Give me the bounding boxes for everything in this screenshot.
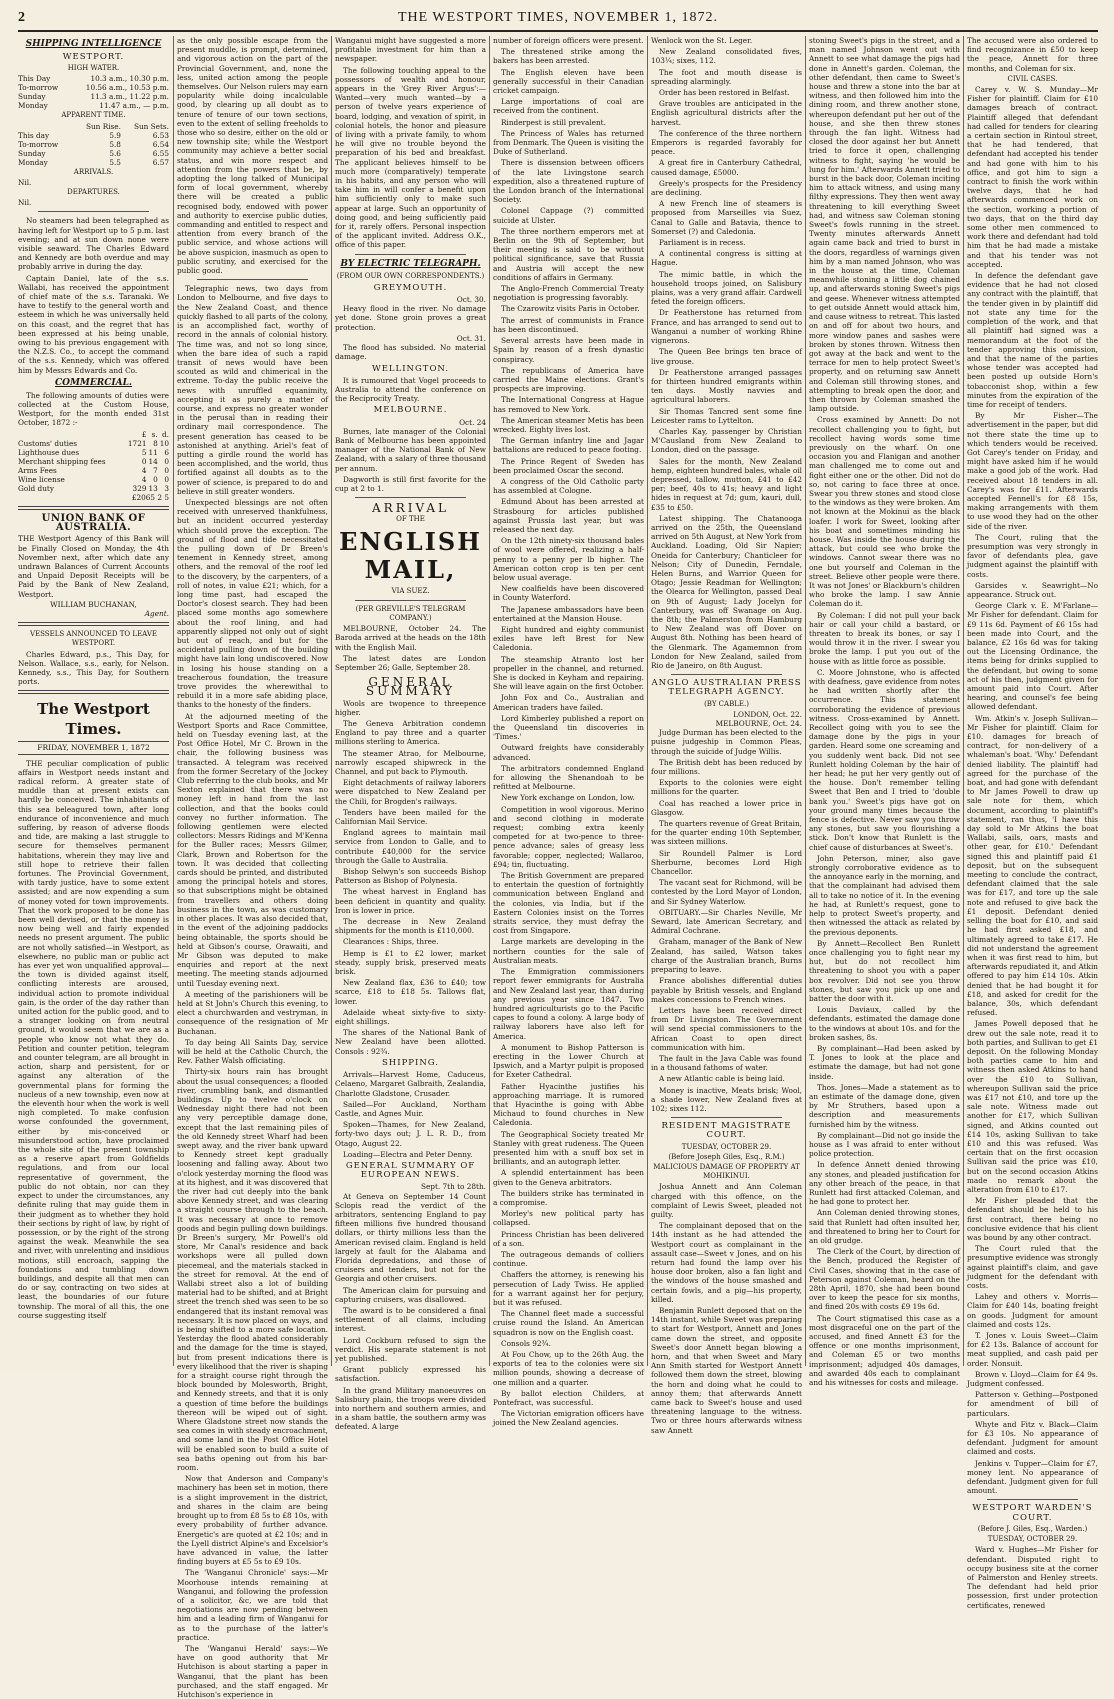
column-4 xyxy=(493,36,644,1428)
duty-shillings: 8 xyxy=(153,438,158,448)
wardens-case: Ward v. Hughes—Mr Fisher for defendant. Disputed right to occupy business site at the corner of Palmerston and Henley streets. The defendant had held prior possession, first under protection certificates, renewed xyxy=(967,1545,1098,1610)
duties-col-header: s. xyxy=(151,429,158,439)
sun-set: 6.57 xyxy=(152,157,169,167)
court-paragraph: By complainant—Did not go inside the house as I was afraid to enter without police protection. xyxy=(809,1130,960,1159)
european-paragraph: number of foreign officers were present. xyxy=(493,36,644,45)
european-paragraph: By ballot election Childers, at Pontefract, was successful. xyxy=(493,1388,644,1408)
european-paragraph: Chaffers the attorney, is renewing his persecution of Lady Twiss. He applied for a warrant against her for perjury, but it was refused. xyxy=(493,1270,644,1307)
civil-case: Wm. Atkin's v. Joseph Sullivan—Mr Fisher for plaintiff. Claim for £10. damages for breach of contract, for non-delivery of a whaleman's boat. 'Why.' Defendant denied liability. The plaintiff had agreed for the purchase of the boat, and had gone with defendant to Mr James Powell to draw up sale note for them, which document, according to plaintiff's statement, ran thus, 'I have this day sold to Mr Atkins the boat Wallabi, sails, oars, masts and other gear, for £10.' Defendant signed this and plaintiff paid £1 deposit, but on the subsequent meeting to conclude the contract, defendant claimed that the sale was for £17, and tore up the sale note and refused to give back the £1 deposit. Defendant denied selling the boat for £10, and said he had first asked £18, and ultimately agreed to take £17. He did not understand the agreement when it was first read to him, but afterwards repudiated it, and Atkin offered to pay him £14 10s. Atkin denied that he had bought it for £18, and asked for credit for the balance, 30s, which defendant refused. xyxy=(967,713,1098,1018)
news-paragraph: A meeting of the parishioners will be held at St John's Church this evening, to elect a churchwarden and vestryman, in consequence of the resignation of Mr Buchanan. xyxy=(177,989,328,1036)
summary-paragraph: Bishop Selwyn's son succeeds Bishop Patterson as Bishop of Polynesia. xyxy=(335,867,486,886)
duty-pounds: 1721 xyxy=(127,438,147,448)
civil-case: Carey v. W. S. Munday—Mr Fisher for plaintiff. Claim for £10 damages breach of contract. Plaintiff alleged that defendant had called for tenders for clearing a certain section in Rintoul street, that he had tendered, that defendant had accepted his tender and had gone with him to his office, and got him to sign a contract to finish the work within twelve days, that he had afterwards commenced work on the section, working a portion of two days, that on the third day some other men commenced to work there and defendant had told him that he had made a mistake and that his tender was not accepted. xyxy=(967,85,1098,269)
divider xyxy=(197,279,308,280)
telegram-paragraph: Dagworth is still first favorite for the cup at 2 to 1. xyxy=(335,474,486,493)
divider xyxy=(18,690,169,694)
cable-paragraph: The quarters revenue of Great Britain, for the quarter ending 10th September, was sixteen millions. xyxy=(651,819,802,847)
tide-table xyxy=(18,74,169,110)
divider xyxy=(987,1499,1078,1500)
tide-day: This Day xyxy=(18,74,51,84)
european-paragraph: The mimic battle, in which the household troops joined, on Salisbury plains, was a very grand affair. Cardwell feted the foreign officers. xyxy=(651,269,802,307)
summary-paragraph: The wheat harvest in England has been deficient in quantity and quality. Iron is lower in price. xyxy=(335,887,486,915)
european-paragraph: The Princess of Wales has returned from Denmark. The Queen is visiting the Duke of Sutherland. xyxy=(493,128,644,157)
court-date: TUESDAY, OCTOBER 29. xyxy=(681,1142,772,1151)
european-paragraph: The American claim for pursuing and capturing cruisers, was disallowed. xyxy=(335,1285,486,1304)
tide-day: To-morrow xyxy=(18,83,59,93)
news-paragraph: At the adjourned meeting of the Westport Sports and Race Committee, held on Tuesday evening last, at the Post Office Hotel, Mr C. Brown in the chair, the following business was transacted. A telegram was received from the former Secretary of the Jockey Club referring to the club books, and Mr Sexton explained that there was no money left in hand from the last collection, and that the books could convey no further information. The following gentlemen were elected collectors: Messrs Ridings and M'Kenna for the Buller races; Messrs Gilmer, Clark, Brown and Robertson for the town. It was decided that collecting cards should be printed, and distributed among the principal hotels and stores, so that subscriptions might be obtained from travellers and others doing business in the town, as was customary in other places. It was also decided that, in the event of the adjoining paddocks being obtainable, the sports should be held at Gibson's course, Orawaiti, and Mr Gibson was deputed to make enquiries and report at the next meeting. The meeting stands adjourned until Tuesday evening next. xyxy=(177,711,328,988)
summary-paragraph: The decrease in New Zealand shipments for the month is £110,000. xyxy=(335,917,486,936)
civil-case: Patterson v. Gething—Postponed for amendment of bill of particulars. xyxy=(967,1390,1098,1418)
duty-pounds: 0 xyxy=(141,456,147,466)
european-paragraph: At Fou Chow, up to the 26th Aug. the exports of tea to the colonies were six million pounds, showing a decrease of one million and a quarter. xyxy=(493,1350,644,1387)
court-paragraph: C. Moore Johnstone, who is affected with deafness, gave evidence from notes he had written shortly after the occurrence. This statement corroborating the evidence of previous witness. Cross-examined by Annett. Recollect going with you to see the damage done by the pigs in your garden. Heard some one screaming and you suddenly went back. Did not see Runlett holding Coleman by the hair of her head; he put her very gently out of the house. Don't remember telling Sweet that Ben and I tried to 'double bank you.' Sweet's pigs have got on your ground many times because the fence is defective. Never saw you throw any stones, but saw you flourishing a stick. Don't know that Runlett is the chief cause of disturbances at Sweet's. xyxy=(809,667,960,852)
news-paragraph: Now that Anderson and Company's machinery has been set in motion, there is a slight improvement in the district, and shares in the claim are being brought up to from £8 5s to £8 10s, with every probability of further advance. Energetic's are quoted at £2 10s; and in the Lyell district Alpine's and Excelsior's have advanced in value, the latter finding buyers at £5 5s to £9 10s. xyxy=(177,1474,328,1567)
european-paragraph: Order has been restored in Belfast. xyxy=(659,88,790,98)
european-paragraph: Outward freights have considerably advanced. xyxy=(493,743,644,762)
european-paragraph: The steamship Atranto lost her propeller in the channel, and returned. She is docked in Keyham and repairing. She will leave again on the first October. xyxy=(493,654,644,692)
shipping-heading: SHIPPING INTELLIGENCE xyxy=(25,39,162,49)
telegram-paragraph: The flood has subsided. No material damage. xyxy=(335,343,486,362)
civil-cases-heading: CIVIL CASES. xyxy=(1007,74,1058,83)
column-rule xyxy=(489,36,490,1366)
column-6 xyxy=(809,36,960,1388)
anglo-australian-heading: ANGLO AUSTRALIAN PRESS TELEGRAPH AGENCY. xyxy=(651,678,802,698)
bank-signature-title: Agent. xyxy=(144,608,169,618)
european-paragraph: Dr Featherstone arranged passages for thirteen hundred emigrants within ten days. Mostly navvies and agricultural laborers. xyxy=(651,367,802,405)
summary-paragraph: Eight detachments of railway laborers were dispatched to New Zealand per the Chili, for Brogden's railways. xyxy=(335,778,486,806)
column-7 xyxy=(967,36,1098,1610)
european-paragraph: A congress of the Old Catholic party has assembled at Cologne. xyxy=(493,476,644,496)
court-paragraph: John Peterson, miner, also gave strongly corroborative evidence as to the annoyance early in the morning, and that the complainant had advised them all to take no notice of it. In the evening he had, at Runlett's request, gone to help to protect Sweet's property, and then witnessed the attack as related by the previous deponents. xyxy=(809,853,960,937)
european-paragraph: New York exchange on London, low. xyxy=(501,793,635,803)
civil-case: By Mr Fisher—The advertisement in the paper, but did not there state the time up to which tenders would be received. Got Carey's tender on Friday, and might have asked him if he would make a good job of the work. Had received about 18 tenders in all. Carey's was for £11. Afterwards accepted Fennell's for £8 15s, making arrangements with them to use wood they had on the other side of the river. xyxy=(967,411,1098,531)
european-paragraph: The Emmigration commissioners report fewer emmigrants for Australia and New Zealand last year, than during any previous year since 1847. Two hundred agriculturists go to the Pacific capes to found a colony. A large body of railway laborers have also left for America. xyxy=(493,967,644,1041)
vessels-heading: VESSELS ANNOUNCED TO LEAVE WESTPORT. xyxy=(29,630,158,648)
shipping-news: Sailed—For Auckland, Northam Castle, and Agnes Muir. xyxy=(335,1099,486,1118)
shipping-news: Loading—Electra and Peter Denny. xyxy=(343,1149,473,1159)
european-paragraph: The builders strike has terminated in a compromise. xyxy=(493,1188,644,1207)
european-paragraph: The British Government are prepared to entertain the question of fortnightly communication between England and the colonies, via India, but if the Eastern Colonies insist on the Torres straits service, they must defray the cost from Singapore. xyxy=(493,871,644,936)
tide-time: 11.47 a.m., — p.m. xyxy=(99,101,169,111)
european-paragraph: The German infantry line and Jagar battalions are reduced to peace footing. xyxy=(493,436,644,455)
arrivals-heading: ARRIVALS. xyxy=(73,167,114,176)
european-paragraph: Parliament is in recess. xyxy=(659,238,746,248)
civil-case: George Clark v. E. M'Farlane—Mr Fisher for defendant. Claim for £9 11s 6d. Payment of £6 15s had been made into Court, and the balance, £2 16s 6d was for taking out the Licensing Ordinance, the items being for drinks supplied to the defendant, but owing to some act of his then, judgment given for amount paid into Court. After hearing, and counsel's fee being allowed defendant. xyxy=(967,601,1098,712)
shipping-news: Arrivals—Harvest Home, Caduceus, Celaeno, Margaret Galbraith, Zealandia, Charlotte Gladstone, Crusader. xyxy=(335,1070,486,1098)
european-paragraph: A new French line of steamers is proposed from Marseilles via Suez, Canal to Galle and Batavia, thence to Somerset (?) and Caledonia. xyxy=(651,199,802,236)
column-rule xyxy=(963,36,964,1366)
european-paragraph: The arbitrators condemned England for allowing the Shenandoah to be refitted at Melbourne. xyxy=(493,763,644,792)
court-paragraph: Cross examined by Annett: Do not recollect challenging you to fight, but recollect having words some time previously on the wharf. On one occasion you and Flanigan and another man challenged me to come out and fight either one or the other. Did not do so, not caring to face three at once. Swear you threw stones and stood close to the windows as they were broken. Am not known at the Mokinui as the black loafer. I work for Sweet, looking after his boat and sometimes minding his house. Was inside the house during the attack, but could see who broke the windows. Cannot swear there was no one but yourself and Coleman in the street. Believe other people were there. It was not Jones' or Blackburn's children who broke the lamp. I saw Annie Coleman do it. xyxy=(809,415,960,609)
resident-magistrate-heading: RESIDENT MAGISTRATE COURT. xyxy=(661,1121,792,1141)
duty-pounds: 5 xyxy=(141,447,147,457)
european-paragraph: Wenlock won the St. Leger. xyxy=(651,36,753,45)
tide-time: 10.56 a.m., 10.53 p.m. xyxy=(85,83,169,93)
dateline-melbourne: MELBOURNE. xyxy=(373,405,448,416)
masthead-title: THE WESTPORT TIMES, NOVEMBER 1, 1872. xyxy=(397,10,719,25)
european-paragraph: On the 12th ninety-six thousand bales of wool were offered, realizing a half-penny to a penny per lb higher. The American cotton crop is ten per cent below usual average. xyxy=(493,536,644,582)
european-paragraph: The Prince Regent of Sweden has been proclaimed Oscar the second. xyxy=(493,456,644,475)
duty-pence: 0 xyxy=(164,465,169,475)
court-paragraph: Thos. Jones—Made a statement as to an estimate of the damage done, given by Mr Struthers, based upon a description and measurements furnished him by the witness. xyxy=(809,1082,960,1129)
dateline-london: LONDON, Oct. 22. xyxy=(733,709,802,719)
duty-label: Gold duty xyxy=(18,483,54,493)
court-paragraph: Joshua Annett and Ann Coleman charged with this offence, on the complaint of Lewis Sweet, pleaded not guilty. xyxy=(651,1182,802,1219)
cable-paragraph: Exports to the colonies were eight millions for the quarter. xyxy=(651,778,802,797)
duties-total: £2065 2 5 xyxy=(131,492,169,502)
civil-case: Brown v. Lloyd—Claim for £4 9s. Judgment confessed. xyxy=(967,1369,1098,1389)
bank-heading: UNION BANK OF AUSTRALIA. xyxy=(41,512,146,534)
european-paragraph: Rinderpest is still prevalent. xyxy=(501,117,606,127)
divider xyxy=(38,211,149,212)
duties-table xyxy=(18,430,169,493)
summary-paragraph: Clearances : Ships, three. xyxy=(343,937,439,947)
sun-day: This day xyxy=(18,130,50,140)
cable-paragraph: Sir Roundell Palmer is Lord Sherburne, becomes Lord High Chancellor. xyxy=(651,848,802,877)
sun-table xyxy=(18,122,169,167)
cable-paragraph: The vacant seat for Richmond, will be contested by the Lord Mayor of London, and Sir Sydney Waterlow. xyxy=(651,878,802,906)
bank-advertisement xyxy=(18,534,169,618)
european-paragraph: The English eleven have been generally successful in their Canadian cricket campaign. xyxy=(493,67,644,96)
duty-pence: 0 xyxy=(164,456,169,466)
sun-rise: 5.6 xyxy=(109,148,121,158)
duty-label: Customs' duties xyxy=(18,438,78,448)
court-paragraph: In defence Annett denied throwing any stones, and pleaded justification for any other breach of the peace, in that Runlett had first attacked Coleman, and he had gone to protect her. xyxy=(809,1160,960,1207)
civil-case: Garsides v. Seawright—No appearance. Struck out. xyxy=(967,580,1098,599)
european-paragraph: The Queen Bee brings ten brace of live grouse. xyxy=(651,347,802,366)
european-paragraph: The conference of the three northern Emperors is regarded favorably for peace. xyxy=(651,128,802,157)
news-paragraph: Wanganui might have suggested a more profitable investment for him than a newspaper. xyxy=(335,36,486,64)
court-paragraph: Ann Coleman denied throwing stones, said that Runlett had often insulted her, and threatened to bring her to Court for an old grudge. xyxy=(809,1208,960,1245)
duty-pence: 3 xyxy=(164,483,169,493)
divider xyxy=(671,1117,782,1118)
summary-paragraph: Hemp is £1 to £2 lower, market steady, supply brisk, preserved meats brisk. xyxy=(335,948,486,977)
summary-paragraph: The Geneva Arbitration condemn England to pay three and a quarter millions sterling to America. xyxy=(335,718,486,747)
civil-case: Lahey and others v. Morris—Claim for £40 14s, boating freight on goods. Judgment for amount claimed and costs 12s. xyxy=(967,1292,1098,1329)
european-paragraph: A continental congress is sitting at Hague. xyxy=(651,249,802,268)
mail-paragraph: MELBOURNE, October 24. The Baroda arrived at the heads on the 18th with the English Mail. xyxy=(335,624,486,652)
civil-case: Jenkins v. Tupper—Claim for £7, money lent. No appearance of defendant. Judgment given for full amount. xyxy=(967,1458,1098,1496)
sun-col-header: Sun Rise. xyxy=(85,121,121,131)
dateline-date: Oct. 24 xyxy=(459,417,486,427)
tide-time: 10.3 a.m., 10.30 p.m. xyxy=(90,74,169,84)
court-paragraph: The complainant deposed that on the 14th instant as he had attended the Westport court as complainant in the assault case—Sweet v Jones, and on his return had found the lamp over his house door broken, also a fan light and the windows of the house smashed and certain fowls, and a pig—his property, killed. xyxy=(651,1221,802,1304)
european-paragraph: The arrest of communists in France has been discontinued. xyxy=(493,315,644,334)
dateline-greymouth: GREYMOUTH. xyxy=(373,282,448,293)
shipping-paragraph: No steamers had been telegraphed as having left for Westport up to 5 p.m. last evening; and at sun down none were visible seaward. The Charles Edward and Kennedy are both overdue and may probably arrive in during the day. xyxy=(18,216,169,272)
european-paragraph: Dr Featherstone has returned from France, and has arranged to send out to Wanganui a number of working Rhine vignerons. xyxy=(651,308,802,346)
european-paragraph: John Fox and Co., Australian and American traders have failed. xyxy=(493,693,644,712)
european-paragraph: Several arrests have been made in Spain by reason of a fresh dynastic conspiracy. xyxy=(493,336,644,364)
duty-shillings: 7 xyxy=(153,465,158,475)
cable-paragraph: Coal has reached a lower price in Glasgow. xyxy=(651,798,802,817)
by-cable-subheading: (BY CABLE.) xyxy=(704,699,749,708)
cable-paragraph: A new Atlantic cable is being laid. xyxy=(659,1074,785,1084)
commercial-heading: COMMERCIAL. xyxy=(54,377,133,388)
cable-paragraph: Money is inactive, Meats brisk; Wool, a shade lower, New Zealand fives at 102; sixes 112. xyxy=(651,1085,802,1113)
tide-time: 11.3 a.m., 11.22 p.m. xyxy=(90,92,169,102)
european-paragraph: Sir Thomas Tancred sent some fine Leicester rams to Lyttelton. xyxy=(651,406,802,425)
divider xyxy=(355,600,466,601)
european-paragraph: The foot and mouth disease is spreading alarmingly. xyxy=(651,67,802,86)
bank-signature: WILLIAM BUCHANAN, xyxy=(50,599,137,609)
sun-rise: 5.8 xyxy=(109,139,121,149)
general-summary-heading: GENERAL SUMMARY xyxy=(365,675,456,699)
departures-nil: Nil. xyxy=(18,198,32,208)
paper-title: The Westport Times. xyxy=(37,700,150,739)
european-paragraph: A splendid entertainment has been given to the Geneva arbitrators. xyxy=(493,1168,644,1187)
duty-pence: 0 xyxy=(164,474,169,484)
civil-case: James Powell deposed that he drew out the sale note, read it to both parties, and Sullivan to get £1 deposit. On the following Monday both parties came to him and witness then asked Atkins to hand over the £10 to Sullivan, whereupon Sullivan said the price was £17 not £10, and tore up the sale note. Witness made out another for £17, which Sullivan signed, and Atkins counted out £14 10s, asking Sullivan to take £10 and this was refused. Was certain that on the first occasion Sullivan said the price was £10, but on the second occasion Atkins made no remark about the alteration from £10 to £17. xyxy=(967,1019,1098,1194)
port-heading: WESTPORT. xyxy=(62,52,125,62)
duty-pounds: 4 xyxy=(141,474,147,484)
european-paragraph: The International Congress at Hague has removed to New York. xyxy=(493,395,644,414)
european-news-heading: GENERAL SUMMARY OF EUROPEAN NEWS. xyxy=(345,1160,476,1181)
european-paragraph: Morley's new political party has collapsed. xyxy=(493,1209,644,1228)
european-paragraph: The Czarowitz visits Paris in October. xyxy=(501,304,640,314)
bank-text: THE Westport Agency of this Bank will be Finally Closed on Monday, the 4th November next, after which date any undrawn Balances of Current Accounts and Unpaid Deposit Receipts will be Paid by the Bank of New Zealand, Westport. xyxy=(18,534,169,599)
editorial-paragraph: as the only possible escape from the present muddle, is prompt, determined, and vigorous action on the part of the Provincial Government, and, none the less, united action among the people themselves. Our Nelson rulers may earn popularity while doing incalculable good, by clearing up all doubt as to tenure of tenure of our town sections, even to the extent of selling freeholds to those who so desire, either on the old or new township site; while the Westport community may achieve a better social status, and win more respect and attention from the powers that be, by adopting the long talked of Municipal form of local government, whereby there will be created a public recognised body, endowed with power and authority to exercise public duties, commanding and entitled to respect and attention from every branch of the public service, and whose actions will be above suspicion, inasmuch as open to public scrutiny, and exercised for the public good. xyxy=(177,36,328,276)
sun-day: Monday xyxy=(18,157,48,167)
european-paragraph: Father Hyacinthe justifies his approaching marriage. It is rumored that Hyacinthe is going with Abbe Michaud to found churches in New Caledonia. xyxy=(493,1081,644,1128)
european-paragraph: Greely's prospects for the Presidency are declining. xyxy=(651,178,802,198)
duty-label: Arms Fees xyxy=(18,465,57,475)
column-rule xyxy=(647,36,648,1366)
court-paragraph: The Court stigmatised this case as a most disgraceful one on the part of the accused, and fined Annett £3 for the offence or one months imprisonment, and Coleman £5 or two months imprisonment; adjudged 40s damages, and awarded 40s each to complainant and his witnesses for costs and mileage. xyxy=(809,1313,960,1388)
summary-paragraph: New Zealand flax, £36 to £40; tow scarce, £18 to £18 5s. Tallows flat, lower. xyxy=(335,978,486,1006)
telegram-paragraph: Heavy flood in the river. No damage yet done. Stone groin proves a great protection. xyxy=(335,304,486,332)
masthead xyxy=(18,8,1098,32)
european-paragraph: There is dissension between officers of the late Livingstone search expedition, also a threatened rupture of the London branch of the International Society. xyxy=(493,158,644,205)
european-paragraph: Competition in wool vigorous. Merino and second clothing in moderate request; combing extra keenly competed for at two-pence to three-pence advance; sales of greasy less favorable; copper, neglected; Wallaroo, £94; tin, fluctuating. xyxy=(493,804,644,869)
divider xyxy=(18,506,169,510)
case-heading: MALICIOUS DAMAGE OF PROPERTY AT MOHIKINUI. xyxy=(653,1162,800,1181)
column-3 xyxy=(335,36,486,1432)
column-1 xyxy=(18,36,169,1366)
cable-paragraph: Letters have been received direct from Dr Livingston. The Government will send special commissioners to the African Coast to open direct communication with him. xyxy=(651,1005,802,1052)
duty-pence: 10 xyxy=(159,438,169,448)
mail-paragraph: The latest dates are London September 26; Galle, September 28. xyxy=(335,653,486,672)
sun-set: 6.54 xyxy=(152,139,169,149)
sun-day: Sunday xyxy=(18,148,46,158)
dateline-date: Oct. 30. xyxy=(456,295,486,305)
european-paragraph: Lord Cockburn refused to sign the verdict. His separate statement is not yet published. xyxy=(335,1335,486,1363)
cable-paragraph: OBITUARY.—Sir Charles Neville, Mr Seward, late American Secretary, and Admiral Cochrane. xyxy=(651,907,802,936)
column-rule xyxy=(173,36,174,1366)
european-paragraph: New coalfields have been discovered in County Waterford. xyxy=(493,584,644,603)
cable-paragraph: France abolishes differential duties payable by British vessels, and England makes concessions to French wines. xyxy=(651,976,802,1004)
european-paragraph: Lord Kimberley published a report on the Queensland tin discoveries in 'Times.' xyxy=(493,713,644,742)
commercial-paragraph: The following amounts of duties were collected at the Custom House, Westport, for the month ended 31st October, 1872 :- xyxy=(18,390,169,428)
greville-subheading: (PER GREVILLE'S TELEGRAM COMPANY.) xyxy=(355,604,466,622)
european-paragraph: At Geneva on September 14 Count Sclopis read the verdict of the arbitrators, sentencing England to pay fifteen millions five hundred thousand dollars, or thirty millions less than the American revised claim. England is held largely at fault for the Alabama and Florida depredations, and those of cruisers and tenders, but not for the Georgia and other cruisers. xyxy=(335,1191,486,1284)
summary-paragraph: The steamer Atrao, for Melbourne, narrowly escaped shipwreck in the Channel, and put back to Plymouth. xyxy=(335,748,486,776)
news-paragraph: The 'Wanganui Herald' says:—We have on good authority that Mr Hutchison is about starting a paper in Wanganui, that the plant has been purchased, and the staff engaged. Mr Hutchison's experience in xyxy=(177,1643,328,1699)
shipping-subheading: SHIPPING. xyxy=(381,1057,440,1068)
column-rule xyxy=(805,36,806,1366)
sun-rise: 5.5 xyxy=(109,157,121,167)
tide-day: Sunday xyxy=(18,92,46,102)
european-paragraph: Latest shipping. The Chatanooga arrived on the 25th, the Queensland arrived on 5th August, at New York from Auckland. Loading, Old Sir Napier; Oneida for Canterbury; Chanticleer for Nelson; City of Dunedin, Ferndale, Helen Burns, and Warrior Queen for Otago; Jessie Readman for Wellington; the Olearca for Wellington, passed Deal on 9th of August; Lady Jocelyn for Canterbury, was off Swanage on Aug. the 8th; the Palmerston from Hamburg to New Zealand was off Dover on August 8th. Nothing has been heard of the Glenmark. The Agamemnon from London for New Zealand, sailed from Rio de Janeiro, on 8th August. xyxy=(651,513,802,670)
european-paragraph: Charles Kay, passenger by Christian M'Causland from New Zealand to London, died on the passage. xyxy=(651,426,802,455)
court-paragraph: stoning Sweet's pigs in the street, and a man named Johnson went out with Annett to see what damage the pigs had done in Annett's garden. Coleman, the other defendant, then came to Sweet's house and threw a stone into the bar at witness, and then followed him into the dining room, and threw another stone, whereupon defendant put her out of the house, and she then threw stones through the fan light. Witness had closed the door against her but Annett tried to force it open, challenging witness to fight, saying 'he would be lung for him.' Afterwards Annett tried to burst in the back door, Coleman inciting him to attack witness, and using many filthy expressions. They then went away threatening to kill everything Sweet had, and witness saw Coleman stoning Sweet's fowls running in the street. Twenty minutes afterwards Annett again came back and tried to burst in the doors, regardless of warnings given him by a man named Johnson, who was in the house at the time, Coleman meanwhile stoning a little dog chained up, and afterwards stoning Sweet's pigs and geese. Whenever witness attempted to get outside Annett would attack him, and cause witness to retreat. This lasted on and off for about two hours, and more window panes and sashes were broken by stones thrown. Witness then got away at the back and went to the terrace for men to help protect Sweet's property, and on returning saw Annett and Coleman still throwing stones, and attempting to break open the door, and then thrown by Coleman smashed the lamp outside. xyxy=(809,36,960,414)
shipping-news: Spoken—Thames, for New Zealand, forty-two days out; J. L. R. D., from Otago, August 22. xyxy=(335,1120,486,1148)
european-paragraph: The American steamer Metis has been wrecked. Eighty lives lost. xyxy=(493,415,644,434)
european-paragraph: New Zealand consolidated fives, 103¼; sixes, 112. xyxy=(651,47,802,66)
european-paragraph: Large importations of coal are received from the continent. xyxy=(493,97,644,116)
civil-case: The Court, ruling that the presumption was very strongly in favor of defendants plea, gave judgment against the plaintiff with costs. xyxy=(967,532,1098,579)
wardens-court-date: TUESDAY, OCTOBER 29. xyxy=(987,1535,1078,1544)
european-paragraph: The republicans of America have carried the Maine elections. Grant's prospects are improving. xyxy=(493,365,644,394)
divider xyxy=(18,622,169,626)
european-paragraph: The Anglo-French Commercial Treaty negotiation is progressing favorably. xyxy=(493,284,644,303)
vessels-list: Charles Edward, p.s., This Day, for Nelson. Wallace, s.s., early, for Nelson. Kennedy, s.s., This Day, for Southern ports. xyxy=(18,649,169,687)
summary-paragraph: The shares of the National Bank of New Zealand have been allotted. Consols : 92¾. xyxy=(335,1028,486,1056)
sun-rise: 5.9 xyxy=(109,130,121,140)
summary-paragraph: Wools are twopence to threepence higher. xyxy=(335,698,486,717)
european-paragraph: The Japanese ambassadors have been entertained at the Mansion House. xyxy=(493,604,644,623)
divider xyxy=(671,674,782,675)
page-number: 2 xyxy=(18,10,25,25)
european-paragraph: The threatened strike among the bakers has been arrested. xyxy=(493,47,644,66)
wardens-court-heading: WESTPORT WARDEN'S COURT. xyxy=(972,1503,1093,1523)
paper-date: FRIDAY, NOVEMBER 1, 1872 xyxy=(18,741,169,754)
european-paragraph: The outrageous demands of colliers continue. xyxy=(493,1249,644,1269)
duty-shillings: 0 xyxy=(153,474,158,484)
sun-col-header: Sun Sets. xyxy=(133,121,169,131)
duties-col-header: £ xyxy=(141,429,147,439)
duty-pounds: 4 xyxy=(141,465,147,475)
column-5 xyxy=(651,36,802,1435)
court-paragraph: Benjamin Runlett deposed that on the 14th instant, while Sweet was preparing to start for Westport, Annett and Jones came down the street, and opposite Sweet's door Annett began blowing a horn, and that when Sweet and Mary Ann Smith started for Westport Annett followed them down the street, blowing the horn and doing what he could to annoy them; that afterwards Annett came back to Sweet's house and used threatening language to the witness. Two or three hours afterwards witness saw Annett xyxy=(651,1306,802,1435)
of-the-heading: OF THE xyxy=(396,515,425,524)
european-paragraph: Edmund About has been arrested at Strasbourg for articles published against Prussia last year, but was released the next day. xyxy=(493,497,644,534)
court-paragraph: By Coleman: I did not pull your back hair or call your child a bastard, or threaten to break its bones, or say I would throw it in the river. I swear you broke the lamp. I put you out of the house with as little force as possible. xyxy=(809,610,960,666)
cable-paragraph: Judge Durman has been elected to the puisne judgeship in Common Pleas, through the suicide of Judge Willis. xyxy=(651,728,802,756)
european-paragraph: The Channel fleet made a successful cruise round the Island. An American squadron is now on the English coast. xyxy=(493,1309,644,1337)
telegraph-subheading: (FROM OUR OWN CORRESPONDENTS.) xyxy=(336,271,485,280)
summary-paragraph: Adelaide wheat sixty-five to sixty-eight shillings. xyxy=(335,1007,486,1027)
duty-pounds: 329 xyxy=(132,483,147,493)
civil-case: The Court ruled that the presumptive evidence was strongly against plaintiff's claim, and gave judgment for the defendant with costs. xyxy=(967,1244,1098,1291)
court-paragraph: The Clerk of the Court, by direction of the Bench, produced the Register of Civil Cases, showing that in the case of Peterson against Coleman, heard on the 28th April, 1870, she had been bound over to keep the peace for six months, and fined 20s with costs £9 19s 6d. xyxy=(809,1247,960,1312)
telegraph-heading: BY ELECTRIC TELEGRAPH. xyxy=(340,258,481,269)
european-news-dates: Sept. 7th to 28th. xyxy=(420,1182,486,1192)
duty-pence: 6 xyxy=(164,447,169,457)
news-paragraph: Telegraphic news, two days from London to Melbourne, and five days to the New Zealand Coast, and thence quickly flashed to all parts of the colony, is an accomplished fact, worthy of record in the annals of colonial history. The time was, and not so long since, when the bare idea of such a rapid transit of news would have been scouted as wild and chimerical in the extreme. To-day the public receive the news with unruffled equanimity, accepting it as purely a matter of course, and express no greater wonder in the perusal than in reading their ordinary mail correspondence. The present generation has ceased to be astonished at anything. Ariel's feat of putting a girdle round the world has been accomplished, and the world, thus fortified against all doubts as to the power of science, is prepared to do and believe in still greater wonders. xyxy=(177,284,328,496)
dateline-melbourne: MELBOURNE, Oct. 24. xyxy=(715,719,802,729)
sun-set: 6.55 xyxy=(152,148,169,158)
court-paragraph: The accused were also ordered to find recognizance in £50 to keep the peace, Annett for three months, and Coleman for six. xyxy=(967,36,1098,73)
european-paragraph: Sales for the month, New Zealand hemp, eighteen hundred bales, whale oil depressed, tallow, mutton, £41 to £42 per; beef, 40s to 41s; heavy and light hides in request at 7d; gum, kauri, dull, £35 to £50. xyxy=(651,456,802,512)
european-paragraph: A great fire in Canterbury Cathedral, caused damage, £5000. xyxy=(651,158,802,177)
arrival-heading: ARRIVAL xyxy=(372,501,449,516)
european-paragraph: Princess Christian has been delivered of a son. xyxy=(493,1229,644,1248)
duty-shillings: 14 xyxy=(148,456,158,466)
news-paragraph: Unexpected blessings are not often received with unreserved thankfulness, but an incident occurred yesterday which should prove the exception. The ground of flood and tide necessitated the pulling down of Dr Breen's tenement in Kennedy street, among others, and the removal of the roof led to the discovery, by the carpenters, of a roll of notes, in value £21; which, for a long time past, had escaped the Doctor's closest search. They had been placed some months ago somewhere about the roof lining, and had apparently slipped not only out of sight but out of reach, and but for the accidental pulling down of the building might have lain long undiscovered. Now in losing his house standing on a treacherous foundation, the treasure trove provides the wherewithal to rebuild it in a more safe abiding place, thanks to the honesty of the finders. xyxy=(177,497,328,710)
european-paragraph: Eight hundred and eighty communist exiles have left Brest for New Caledonia. xyxy=(493,624,644,653)
english-mail-heading: ENGLISH MAIL, xyxy=(339,526,482,584)
european-paragraph: Grant publicly expressed his satisfaction. xyxy=(335,1365,486,1384)
sun-day: To-morrow xyxy=(18,139,59,149)
european-paragraph: In the grand Military manoeuvres on Salisbury plain, the troops were divided into northern and southern armies, and in a sham battle, the southern army was defeated. A large xyxy=(335,1385,486,1432)
european-paragraph: The Victorian emigration officers have joined the New Zealand agencies. xyxy=(493,1409,644,1428)
duty-label: Wine license xyxy=(18,474,65,484)
civil-case: T. Jones v. Louis Sweet—Claim for £2 13s. Balance of account for meat supplied, and cash paid per order. Nonsuit. xyxy=(967,1331,1098,1368)
shipping-paragraph: Captain Daniel, late of the s.s. Wallabi, has received the appointment of chief mate of the s.s. Taranaki. We have to testify to the general worth and esteem in which he was universally held on this coast, and the regret that has been expressed at his being unable, owing to his previous engagement with the N.Z.S. Co., to accept the command of the s.s. Kennedy, which was offered him by Messrs Edwards and Co. xyxy=(18,273,169,375)
sun-set: 6.53 xyxy=(152,130,169,140)
dateline-date: Oct. 31. xyxy=(456,333,486,343)
telegram-paragraph: It is rumoured that Vogel proceeds to Australia to attend the conference on the Reciprocity Treaty. xyxy=(335,375,486,404)
apparent-time-heading: APPARENT TIME. xyxy=(61,111,126,120)
dateline-wellington: WELLINGTON. xyxy=(371,363,450,374)
court-paragraph: By complainant—Had been asked by T. Jones to look at the place and estimate the damage, but had not gone inside. xyxy=(809,1043,960,1081)
european-paragraph: A monument to Bishop Patterson is erecting in the Lower Church at Ipswich, and a Martyr pulpit is proposed for Exeter Cathedral. xyxy=(493,1042,644,1080)
arrivals-nil: Nil. xyxy=(18,177,32,187)
duty-shillings: 11 xyxy=(148,447,158,457)
civil-case: Mr Fisher pleaded that the defendant should be held to his first contract, there being no conclusive evidence that his client was bound by any other contract. xyxy=(967,1196,1098,1242)
court-paragraph: Louis Daviaux, called by the defendants, estimated the damage done to the windows at about 10s. and for the broken sashes, 8s. xyxy=(809,1005,960,1042)
high-water-heading: HIGH WATER. xyxy=(67,64,120,73)
european-paragraph: The Geographical Society treated Mr Stanley with great rudeness. The Queen presented him with a snuff box set in brilliants, and an autograph letter. xyxy=(493,1129,644,1167)
wardens-court-before: (Before J. Giles, Esq., Warden.) xyxy=(977,1524,1088,1533)
news-paragraph: The following touching appeal to the possessors of wealth and honour, appears in the 'Grey River Argus':—Wanted—very much wanted—by a person of twelve years experience of board, lodging, and vexation of spirit, in colonial hotels, the honor and pleasure of living with a private family, to whom he will give no trouble beyond the preparation of his bed and breakfast. The applicant believes himself to be much more (comparatively) temperate in his habits, and any person who will take him in will confer a benefit upon him sufficiently only to make such appear at large. Such an opportunity of doing good, and being sufficiently paid for it, rarely offers. Personal inspection of the applicant invited. Address O.K., office of this paper. xyxy=(335,65,486,250)
duty-label: Merchant shipping fees xyxy=(18,456,106,466)
news-paragraph: To day being All Saints Day, service will be held at the Catholic Church, the Rev. Father Walsh officiating. xyxy=(177,1037,328,1066)
departures-heading: DEPARTURES. xyxy=(67,188,120,197)
column-2 xyxy=(177,36,328,1699)
tide-day: Monday xyxy=(18,101,48,111)
european-paragraph: Large markets are developing in the northern counties for the sale of Australian meats. xyxy=(493,937,644,965)
divider xyxy=(355,254,466,255)
cable-paragraph: The fault in the Java Cable was found in a thousand fathoms of water. xyxy=(651,1053,802,1073)
court-paragraph: By Annett—Recollect Ben Runlett once challenging you to fight near my hut, but do not recollect him threatening to shoot you with a paper box revolver. Did not see you throw stones, but saw you pick up one and batter the door with it. xyxy=(809,938,960,1003)
european-paragraph: Colonel Cappage (?) committed suicide at Ulster. xyxy=(493,206,644,225)
european-paragraph: The three northern emperors met at Berlin on the 9th of September, but their meeting is said to be without political significance, save that Russia and Austria will accept the new conditions of affairs in Germany. xyxy=(493,226,644,282)
via-suez-heading: VIA SUEZ. xyxy=(391,586,430,595)
duty-label: Lighthouse dues xyxy=(18,447,80,457)
news-paragraph: Thirty-six hours rain has brought about the usual consequences; a flooded river, crumbling bank, and dismantled buildings. Up to twelve o'clock on Wednesday night there had not been any very perceptible damage done, except that the last remaining piles of the old Kennedy street Wharf had been swept away, and the river bank upward to Kennedy street kept gradually loosening and falling away. About two o'clock yesterday morning the flood was at its highest, and it was discovered that the river had cut deeply into the bank above Kennedy street, and was clearing a straight course through to the beach. It was necessary at once to remove goods and begin pulling down buildings. Dr Breen's surgery, Mr Powell's old store, Mr Canal's residence and back workshops were all pulled down piecemeal, and the materials stacked in the street for removal. At the end of Wallabi street also a lot of building material had to be shifted, and at Bright street the trench shed was seen to be so endangered that its instant removal was necessary. It is now placed on ways, and is being shifted to a more safe location. Yesterday the flood abated considerably and the damage for the time is stayed, but from present indications there is every likelihood that the river is shaping for a straight course right through the block bounded by Molesworth, Bright, and Kennedy streets, and that it is only a question of time before the buildings thereon will be wiped out of sight. Where Gladstone street now stands the sea comes in with steady encroachment, and some land in the Post Office Hotel will be enabled soon to build a suite of sea baths opening out from his bar-room. xyxy=(177,1067,328,1473)
news-paragraph: The 'Wanganui Chronicle' says:—Mr Moorhouse intends remaining at Wanganui, and following the profession of a solicitor, &c, we are told that negotiations are now pending between him and a leading firm of Wanganui for as to the purchase of the latter's practice. xyxy=(177,1568,328,1642)
cable-paragraph: Graham, manager of the Bank of New Zealand, has sailed, Watson takes charge of the Australian branch, Burns preparing to leave. xyxy=(651,937,802,975)
duty-shillings: 13 xyxy=(148,483,158,493)
column-rule xyxy=(331,36,332,1366)
cable-paragraph: The British debt has been reduced by four millions. xyxy=(651,757,802,777)
civil-case: In defence the defendant gave evidence that he had not closed any contract with the plaintiff, that the tender given in by plaintiff did not state any time for the completion of the work, and that all plaintiff had signed was a memorandum at the foot of the tender approving this omission, and that the name of the parties whose tender was accepted had been posted up outside Horn's tobacconist shop, within a few minutes from the expiration of the time for receipt of tenders. xyxy=(967,271,1098,409)
editorial-paragraph: THE peculiar complication of public affairs in Westport needs instant and radical reform. A greater state of muddle than at present exists can hardly be conceived. The inhabitants of this sea beleagured town, after long endurance of inconvenience and much suffering, by reason of adverse floods and tide, are making a last struggle to secure for themselves permanent habitations, wherein they may live and still hope to retrieve their fallen fortunes. The Provincial Government, with tardy justice, have to some extent assisted; and are now expending a sum of money voted for town improvements. That the work proposed to be done has been well devised, or that the money is now being well and fairly expended needs no present argument. The public are not wholly satisfied—in Westport, as elsewhere, no public man or public act has ever yet won unqualified approval—the town is divided against itself, conflicting interests are aroused, individual action to promote individual gain, is the order of the day rather than united action for the public good, and to a stranger looking on from neutral ground, it would seem that we are as a people who know not what they do. Petition and counter petition, telegram and counter telegram, are all brought in action, sharp and persistent, for or against any alteration of the governmental plans for forming the nucleus of a new township, even now at the eleventh hour when the work is well nigh completed. To make confusion worse confounded the government, either by mis-conceived or misunderstood action, have proclaimed the whole site of the present township as a reserve apart from Goldfields regulations, and from our local representative of government, the public do not obtain, nor can they expect to under the circumstances, any definite ruling that may guide them in their judgment as to whether they hold their sections by right of law, by right of possession, or by the right of the strong against the weak. Meanwhile the sea and river, with unrelenting and insidious motions, still encroach, sapping the foundations and tumbling down buildings, and despite all that men can do or say, contracting on two sides at least, the boundaries of our future township. The moral of all this, the one course suggesting itself xyxy=(18,758,169,1320)
summary-paragraph: Tenders have been mailed for the Californian Mail Service. xyxy=(335,807,486,827)
european-paragraph: The award is to be considered a final settlement of all claims, including interest. xyxy=(335,1305,486,1334)
divider xyxy=(355,497,466,498)
european-paragraph: Grave troubles are anticipated in the English agricultural districts after the harvest. xyxy=(651,99,802,127)
civil-case: Whyte and Fitz v. Black—Claim for £3 10s. No appearance of defendant. Judgment for amount claimed and costs. xyxy=(967,1419,1098,1457)
duties-col-header: d. xyxy=(162,429,169,439)
court-before: (Before Joseph Giles, Esq., R.M.) xyxy=(668,1152,785,1161)
summary-paragraph: England agrees to maintain mail service from London to Galle, and to contribute £40,000 for the service through the Galle to Australia. xyxy=(335,828,486,865)
telegram-paragraph: Burnes, late manager of the Colonial Bank of Melbourne has been appointed manager of the National Bank of New Zealand, with a salary of three thousand per annum. xyxy=(335,426,486,473)
european-paragraph: Consols 92¾. xyxy=(501,1338,551,1348)
